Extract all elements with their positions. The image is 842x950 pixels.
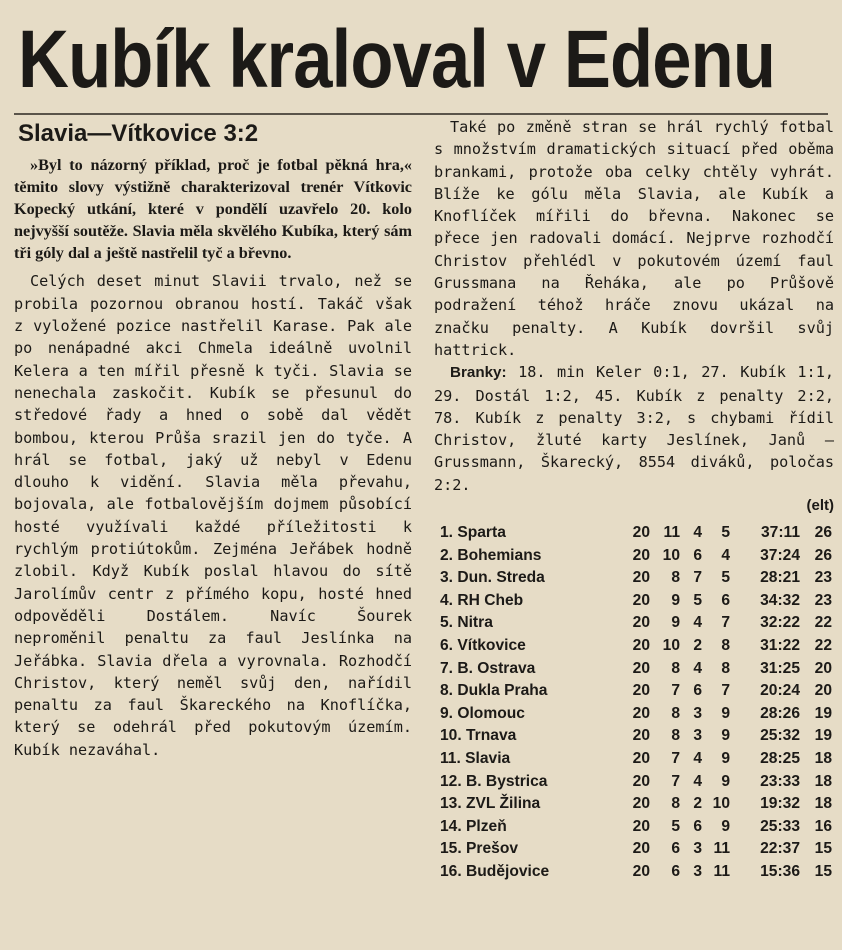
headline-rule [14, 113, 828, 115]
wins-cell: 7 [671, 682, 680, 700]
wins-cell: 8 [671, 795, 680, 813]
wins-cell: 6 [671, 862, 680, 880]
wins-cell: 10 [662, 546, 680, 564]
wins-cell: 9 [671, 614, 680, 632]
table-row [440, 545, 832, 568]
scorers-label: Branky: [450, 364, 507, 382]
team-name-cell: 5. Nitra [440, 614, 493, 632]
author-signature: (elt) [806, 497, 834, 515]
draws-cell: 6 [693, 682, 702, 700]
played-cell: 20 [632, 591, 650, 609]
goal-score-cell: 31:22 [760, 637, 800, 655]
points-cell: 23 [814, 569, 832, 587]
article-right-column [434, 118, 834, 884]
draws-cell: 4 [693, 524, 702, 542]
draws-cell: 7 [693, 569, 702, 587]
losses-cell: 9 [721, 727, 730, 745]
article-body-left: Celých deset minut Slavii trvalo, než se probila pozornou obranou hostí. Takáč však z vyložené pozice nastřelil Karase. Pak ale po nenápadné akci Chmela ideálně uvolnil Kelera a ten mířil přesně k tyči. Slavia se nenechala zaskočit. Kubík se přesunul do středové řady a hned o sobě dal vědět bombou, kterou Průša srazil jen do tyče. A hrál se fotbal, jaký už nebyl v Edenu dlouho k vidění. Slavia měla převahu, bojovala, ale fotbalovějším dojmem působící hosté využívali každé příležitosti k rychlým protiútokům. Zejména Jeřábek hodně zlobil. Když Kubík poslal hlavou do sítě Jarolímův centr z přímého kopu, hosté hned odpověděli Dostálem. Navíc Šourek neproměnil penaltu za faul Jeslínka na Jeřábka. Slavia dřela a vyrovnala. Rozhodčí Christov, který neměl svůj den, nařídil penaltu za faul Škareckého na Knoflíčka, který se odehrál před pokutovým územím. Kubík nezaváhal. [14, 272, 412, 759]
team-name-cell: 13. ZVL Žilina [440, 795, 541, 813]
draws-cell: 6 [693, 546, 702, 564]
played-cell: 20 [632, 704, 650, 722]
wins-cell: 8 [671, 704, 680, 722]
table-row [440, 658, 832, 681]
points-cell: 16 [814, 817, 832, 835]
goal-score-cell: 28:25 [760, 749, 800, 767]
losses-cell: 11 [713, 862, 730, 880]
team-name-cell: 8. Dukla Praha [440, 682, 548, 700]
headline: Kubík kraloval v Edenu [18, 14, 776, 105]
team-name-cell: 12. B. Bystrica [440, 772, 548, 790]
team-name-cell: 7. B. Ostrava [440, 659, 536, 677]
played-cell: 20 [632, 659, 650, 677]
played-cell: 20 [632, 749, 650, 767]
team-name-cell: 4. RH Cheb [440, 591, 524, 609]
wins-cell: 8 [671, 569, 680, 587]
wins-cell: 5 [671, 817, 680, 835]
draws-cell: 6 [693, 817, 702, 835]
draws-cell: 5 [693, 591, 702, 609]
points-cell: 20 [814, 682, 832, 700]
article-left-column [14, 118, 412, 761]
team-name-cell: 10. Trnava [440, 727, 517, 745]
team-name-cell: 3. Dun. Streda [440, 569, 545, 587]
losses-cell: 6 [721, 591, 730, 609]
played-cell: 20 [632, 772, 650, 790]
match-facts [434, 361, 834, 496]
team-name-cell: 1. Sparta [440, 524, 506, 542]
points-cell: 19 [814, 727, 832, 745]
played-cell: 20 [632, 614, 650, 632]
table-row [440, 816, 832, 839]
wins-cell: 7 [671, 772, 680, 790]
points-cell: 19 [814, 704, 832, 722]
table-row [440, 590, 832, 613]
points-cell: 22 [814, 614, 832, 632]
league-standings-table [440, 522, 832, 884]
table-row [440, 567, 832, 590]
team-name-cell: 6. Vítkovice [440, 637, 526, 655]
wins-cell: 8 [671, 659, 680, 677]
wins-cell: 11 [663, 524, 680, 542]
losses-cell: 9 [721, 772, 730, 790]
losses-cell: 4 [721, 546, 730, 564]
draws-cell: 2 [693, 795, 702, 813]
goal-score-cell: 15:36 [760, 862, 800, 880]
losses-cell: 7 [721, 614, 730, 632]
wins-cell: 9 [671, 591, 680, 609]
goal-score-cell: 32:22 [760, 614, 800, 632]
goal-score-cell: 37:24 [760, 546, 800, 564]
losses-cell: 7 [721, 682, 730, 700]
points-cell: 18 [814, 795, 832, 813]
draws-cell: 4 [693, 772, 702, 790]
points-cell: 18 [814, 749, 832, 767]
wins-cell: 10 [662, 637, 680, 655]
table-row [440, 793, 832, 816]
article-lede: »Byl to názorný příklad, proč je fotbal pěkná hra,« těmito slovy výstižně charakterizoval trenér Vítkovic Kopecký utkání, které v pondělí uzavřelo 20. kolo nejvyšší soutěže. Slavia měla skvělého Kubíka, který sám tři góly dal a ještě nastřelil tyč a břevno. [14, 156, 412, 263]
points-cell: 22 [814, 637, 832, 655]
losses-cell: 5 [721, 524, 730, 542]
goal-score-cell: 31:25 [760, 659, 800, 677]
table-row [440, 635, 832, 658]
team-name-cell: 9. Olomouc [440, 704, 525, 722]
team-name-cell: 14. Plzeň [440, 817, 507, 835]
draws-cell: 4 [693, 614, 702, 632]
losses-cell: 9 [721, 749, 730, 767]
goal-score-cell: 22:37 [760, 840, 800, 858]
wins-cell: 7 [671, 749, 680, 767]
draws-cell: 2 [693, 637, 702, 655]
goal-score-cell: 19:32 [760, 795, 800, 813]
table-row [440, 522, 832, 545]
draws-cell: 3 [693, 862, 702, 880]
played-cell: 20 [632, 817, 650, 835]
goal-score-cell: 37:11 [760, 524, 800, 542]
played-cell: 20 [632, 862, 650, 880]
table-row [440, 771, 832, 794]
team-name-cell: 15. Prešov [440, 840, 519, 858]
table-row [440, 703, 832, 726]
losses-cell: 8 [721, 659, 730, 677]
draws-cell: 3 [693, 704, 702, 722]
played-cell: 20 [632, 524, 650, 542]
losses-cell: 8 [721, 637, 730, 655]
played-cell: 20 [632, 840, 650, 858]
losses-cell: 9 [721, 704, 730, 722]
scorers-text: 18. min Keler 0:1, 27. Kubík 1:1, 29. Dostál 1:2, 45. Kubík z penalty 2:2, 78. Kubík z penalty 3:2, s chybami řídil Christov, žluté karty Jeslínek, Janů — Grussmann, Škarecký, 8554 diváků, poločas 2:2. [434, 363, 834, 494]
table-row [440, 861, 832, 884]
goal-score-cell: 23:33 [760, 772, 800, 790]
goal-score-cell: 25:32 [760, 727, 800, 745]
goal-score-cell: 28:21 [760, 569, 800, 587]
played-cell: 20 [632, 795, 650, 813]
table-row [440, 680, 832, 703]
played-cell: 20 [632, 569, 650, 587]
team-name-cell: 16. Budějovice [440, 862, 550, 880]
played-cell: 20 [632, 637, 650, 655]
points-cell: 26 [814, 524, 832, 542]
team-name-cell: 11. Slavia [440, 749, 511, 767]
played-cell: 20 [632, 546, 650, 564]
points-cell: 23 [814, 591, 832, 609]
table-row [440, 725, 832, 748]
goal-score-cell: 28:26 [760, 704, 800, 722]
goal-score-cell: 34:32 [760, 591, 800, 609]
points-cell: 20 [814, 659, 832, 677]
played-cell: 20 [632, 682, 650, 700]
played-cell: 20 [632, 727, 650, 745]
table-row [440, 612, 832, 635]
losses-cell: 5 [721, 569, 730, 587]
article-body-right: Také po změně stran se hrál rychlý fotbal s množstvím dramatických situací před oběma brankami, protože oba celky chtěly vyhrát. Blíže ke gólu měla Slavia, ale Kubík a Knoflíček mířili do břevna. Nakonec se přece jen radovali domácí. Nejprve rozhodčí Christov přehlédl v pokutovém území faul Grussmana na Řeháka, ale po Průšově podražení téhož hráče znovu ukázal na značku penalty. A Kubík dovršil svůj hattrick. [434, 118, 834, 359]
draws-cell: 4 [693, 749, 702, 767]
draws-cell: 4 [693, 659, 702, 677]
points-cell: 15 [814, 840, 832, 858]
points-cell: 26 [814, 546, 832, 564]
points-cell: 15 [814, 862, 832, 880]
goal-score-cell: 25:33 [760, 817, 800, 835]
losses-cell: 10 [712, 795, 730, 813]
draws-cell: 3 [693, 840, 702, 858]
match-result-subheadline: Slavia—Vítkovice 3:2 [18, 120, 259, 147]
points-cell: 18 [814, 772, 832, 790]
team-name-cell: 2. Bohemians [440, 546, 542, 564]
wins-cell: 6 [671, 840, 680, 858]
table-row [440, 748, 832, 771]
losses-cell: 11 [713, 840, 730, 858]
wins-cell: 8 [671, 727, 680, 745]
losses-cell: 9 [721, 817, 730, 835]
goal-score-cell: 20:24 [760, 682, 800, 700]
table-row [440, 838, 832, 861]
draws-cell: 3 [693, 727, 702, 745]
